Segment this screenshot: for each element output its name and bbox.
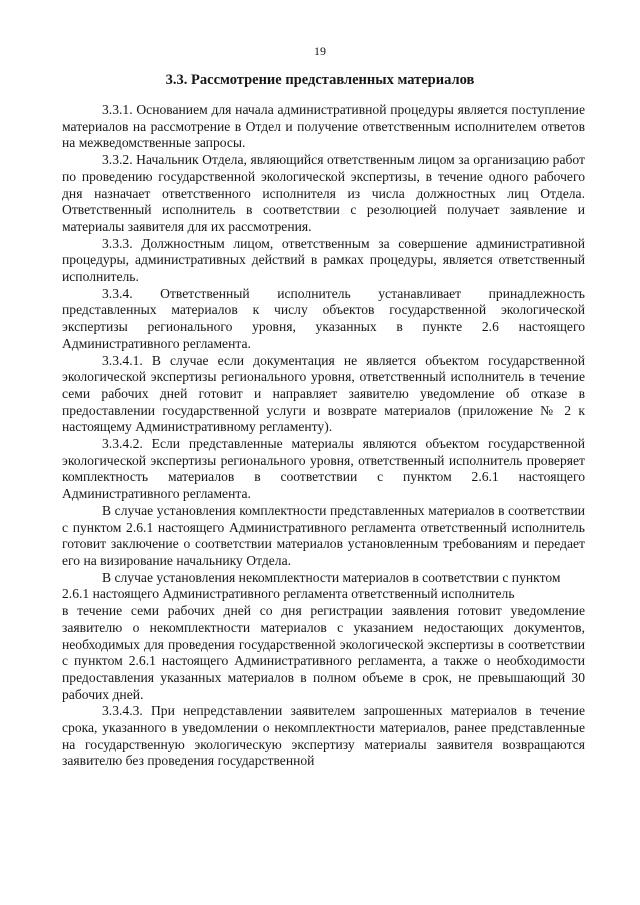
paragraph-3-3-4-3: 3.3.4.3. При непредставлении заявителем запрошенных материалов в течение срока, указанного в уведомлении о некомплектности материалов, ранее представленные на государственную экологическую экспертизу материалы заявителя возвращаются заявителю без проведения государственной <box>62 703 585 769</box>
document-body <box>62 102 585 770</box>
paragraph-3-3-2: 3.3.2. Начальник Отдела, являющийся ответственным лицом за организацию работ по проведению государственной экологической экспертизы, в течение одного рабочего дня назначает ответственного исполнителя из числа должностных лиц Отдела. Ответственный исполнитель в соответствии с резолюцией получает заявление и материалы заявителя для их рассмотрения. <box>62 152 585 234</box>
paragraph-3-3-4: 3.3.4. Ответственный исполнитель устанавливает принадлежность представленных материалов к числу объектов государственной экологической экспертизы регионального уровня, указанных в пункте 2.6 настоящего Административного регламента. <box>62 285 585 351</box>
section-title: 3.3. Рассмотрение представленных материалов <box>165 72 475 88</box>
paragraph-completeness: В случае установления комплектности представленных материалов в соответствии с пунктом 2.6.1 настоящего Административного регламента ответственный исполнитель готовит заключение о соответствии материалов установленным требованиям и передает его на визирование начальнику Отдела. <box>62 502 585 568</box>
paragraph-incompleteness-continued: в течение семи рабочих дней со дня регистрации заявления готовит уведомление заявителю о некомплектности материалов с указанием недостающих документов, необходимых для проведения государственной экологической экспертизы в соответствии с пунктом 2.6.1 настоящего Административного регламента, а также о необходимости предоставления указанных материалов в полном объеме в срок, не превышающий 30 рабочих дней. <box>62 603 585 702</box>
paragraph-3-3-4-1: 3.3.4.1. В случае если документация не является объектом государственной экологической экспертизы регионального уровня, ответственный исполнитель в течение семи рабочих дней готовит и направляет заявителю уведомление об отказе в предоставлении государственной услуги и возврате материалов (приложение № 2 к настоящему Административному регламенту). <box>62 352 585 435</box>
paragraph-incompleteness: В случае установления некомплектности материалов в соответствии с пунктом 2.6.1 настоящего Административного регламента ответственный исполнитель <box>62 569 561 602</box>
page-number: 19 <box>314 44 326 58</box>
paragraph-3-3-3: 3.3.3. Должностным лицом, ответственным за совершение административной процедуры, административных действий в рамках процедуры, является ответственный исполнитель. <box>62 235 585 285</box>
paragraph-3-3-4-2: 3.3.4.2. Если представленные материалы являются объектом государственной экологической экспертизы регионального уровня, ответственный исполнитель проверяет комплектность материалов в соответствии с пунктом 2.6.1 настоящего Административного регламента. <box>62 436 585 502</box>
paragraph-3-3-1: 3.3.1. Основанием для начала административной процедуры является поступление материалов на рассмотрение в Отдел и получение ответственным исполнителем ответов на межведомственные запросы. <box>62 102 585 151</box>
